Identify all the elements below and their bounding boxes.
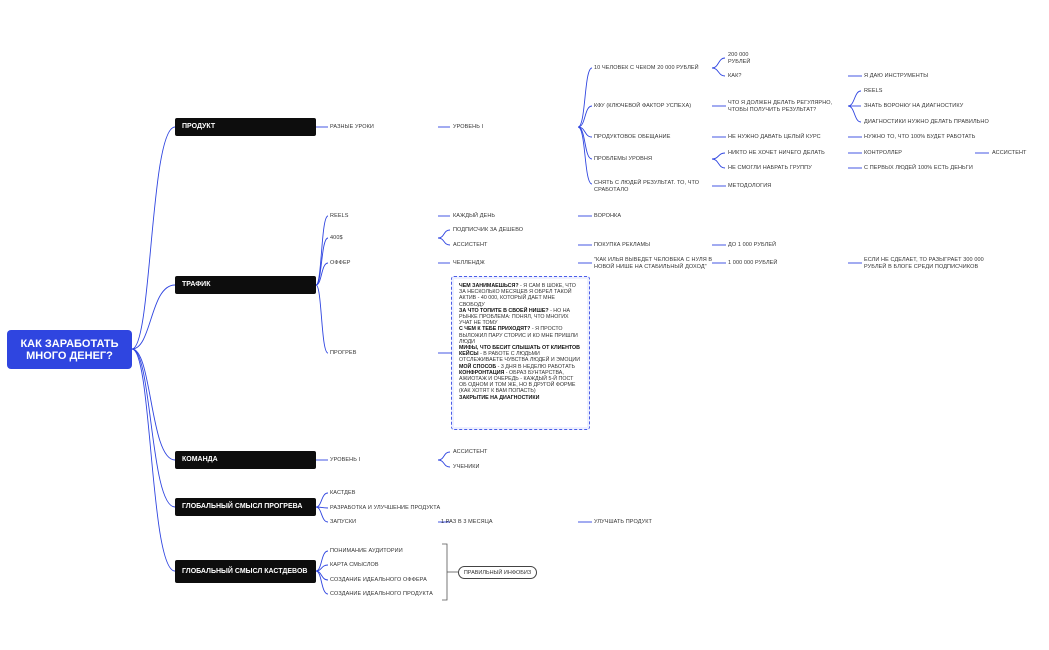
node-chto-regulyarno[interactable]: ЧТО Я ДОЛЖЕН ДЕЛАТЬ РЕГУЛЯРНО, ЧТОБЫ ПОЛУЧИТЬ РЕЗУЛЬТАТ? [728,100,833,113]
node-diag-pravilno[interactable]: ДИАГНОСТИКИ НУЖНО ДЕЛАТЬ ПРАВИЛЬНО [864,119,989,125]
branch-traffic[interactable]: ТРАФИК [175,276,316,294]
node-problemy[interactable]: ПРОБЛЕМЫ УРОВНЯ [594,156,653,162]
node-kfu[interactable]: КФУ (КЛЮЧЕВОЙ ФАКТОР УСПЕХА) [594,103,692,109]
node-assistent-team[interactable]: АССИСТЕНТ [453,449,488,455]
node-1-raz-v-3[interactable]: 1 РАЗ В 3 МЕСЯЦА [441,519,493,525]
note-text: - ОБРАЗ БУНТАРСТВА, АЖИОТАЖ И ОЧЕРЕДЬ - КАЖДЫЙ 5-Й ПОСТ ОБ ОДНОМ И ТОМ ЖЕ, НО В ДРУГОЙ ФОРМЕ (КАК ХОТЯТ К ВАМ ПОПАСТЬ) [459,369,576,395]
node-assistent-traffic[interactable]: АССИСТЕНТ [453,242,488,248]
node-uroven-1[interactable]: УРОВЕНЬ I [453,124,484,130]
node-ne-smogli[interactable]: НЕ СМОГЛИ НАБРАТЬ ГРУППУ [728,165,812,171]
node-do-1000[interactable]: ДО 1 000 РУБЛЕЙ [728,242,777,248]
node-nuzhno-to[interactable]: НУЖНО ТО, ЧТО 100% БУДЕТ РАБОТАТЬ [864,134,976,140]
branch-global-kastdev[interactable]: ГЛОБАЛЬНЫЙ СМЫСЛ КАСТДЕВОВ [175,560,316,583]
node-snyat-rezultat[interactable]: СНЯТЬ С ЛЮДЕЙ РЕЗУЛЬТАТ. ТО, ЧТО СРАБОТАЛО [594,180,700,193]
note-bold: ЗАКРЫТИЕ НА ДИАГНОСТИКИ [459,394,540,401]
node-prod-obeshchanie[interactable]: ПРОДУКТОВОЕ ОБЕЩАНИЕ [594,134,671,140]
node-kak[interactable]: КАК? [728,73,742,79]
branch-global-progrev[interactable]: ГЛОБАЛЬНЫЙ СМЫСЛ ПРОГРЕВА [175,498,316,516]
note-bold: МИФЫ, ЧТО БЕСИТ СЛЫШАТЬ ОТ КЛИЕНТОВ [459,345,580,352]
branch-product[interactable]: ПРОДУКТ [175,118,316,136]
note-bold: С ЧЕМ К ТЕБЕ ПРИХОДЯТ? [459,326,531,333]
note-bold: КЕЙСЫ [459,351,479,358]
node-razrabotka[interactable]: РАЗРАБОТКА И УЛУЧШЕНИЕ ПРОДУКТА [330,505,441,511]
node-reels-kfu[interactable]: REELS [864,88,883,94]
node-1000000[interactable]: 1 000 000 РУБЛЕЙ [728,260,778,266]
node-pokupka[interactable]: ПОКУПКА РЕКЛАМЫ [594,242,651,248]
node-karta[interactable]: КАРТА СМЫСЛОВ [330,562,379,568]
note-text: - НО НА РЫНКЕ ПРОБЛЕМА: ПОНЯЛ, ЧТО МНОГИХ УЧАТ НЕ ТОМУ [459,307,571,327]
node-chellendzh[interactable]: ЧЕЛЛЕНДЖ [453,260,485,266]
node-esli-ne-sdelaet[interactable]: ЕСЛИ НЕ СДЕЛАЕТ, ТО РАЗЫГРАЕТ 300 000 РУБЛЕЙ В БЛОГЕ СРЕДИ ПОДПИСЧИКОВ [864,257,984,270]
node-kastdev[interactable]: КАСТДЕВ [330,490,356,496]
node-raznye-uroki[interactable]: РАЗНЫЕ УРОКИ [330,124,374,130]
node-offer-traffic[interactable]: ОФФЕР [330,260,351,266]
node-progrev[interactable]: ПРОГРЕВ [330,350,357,356]
note-line [459,326,582,345]
note-line [459,351,582,363]
node-voronka-diag[interactable]: ЗНАТЬ ВОРОНКУ НА ДИАГНОСТИКУ [864,103,964,109]
note-line [459,308,582,327]
note-bold: МОЙ СПОСОБ [459,363,497,370]
node-kazhdy-den[interactable]: КАЖДЫЙ ДЕНЬ [453,213,496,219]
note-text: - Я ПРОСТО ВЫЛОЖИЛ ПАРУ СТОРИС И КО МНЕ ПРИШЛИ ЛЮДИ [459,326,578,345]
progrev-notes-box[interactable] [451,276,590,430]
root-node[interactable]: КАК ЗАРАБОТАТЬ МНОГО ДЕНЕГ? [7,330,132,369]
node-200000[interactable]: 200 000 РУБЛЕЙ [728,52,751,65]
node-instrumenty[interactable]: Я ДАЮ ИНСТРУМЕНТЫ [864,73,929,79]
note-line [459,370,582,395]
node-uluchshat[interactable]: УЛУЧШАТЬ ПРОДУКТ [594,519,652,525]
node-zapuski[interactable]: ЗАПУСКИ [330,519,357,525]
note-text: - В РАБОТЕ С ЛЮДЬМИ ОТСЛЕЖИВАЕТЕ ЧУВСТВА ЛЮДЕЙ И ЭМОЦИИ [459,351,581,364]
node-uroven-1-team[interactable]: УРОВЕНЬ I [330,457,361,463]
node-10-chelovek[interactable]: 10 ЧЕЛОВЕК С ЧЕКОМ 20 000 РУБЛЕЙ [594,65,699,71]
node-kontroller[interactable]: КОНТРОЛЛЕР [864,150,903,156]
node-kak-ilya[interactable]: "КАК ИЛЬЯ ВЫВЕДЕТ ЧЕЛОВЕКА С НУЛЯ В НОВОЙ НИШЕ НА СТАБИЛЬНЫЙ ДОХОД" [594,257,713,270]
progrev-notes-content [454,279,587,427]
note-line [459,283,582,308]
note-text: - Я САМ В ШОКЕ, ЧТО ЗА НЕСКОЛЬКО МЕСЯЦЕВ Я ОБРЕЛ ТАКОЙ АКТИВ - 40 000, КОТОРЫЙ ДАЕТ МНЕ СВОБОДУ [459,283,576,308]
node-ne-davat[interactable]: НЕ НУЖНО ДАВАТЬ ЦЕЛЫЙ КУРС [728,134,821,140]
node-metodologiya[interactable]: МЕТОДОЛОГИЯ [728,183,772,189]
node-podpischik[interactable]: ПОДПИСЧИК ЗА ДЕШЕВО [453,227,524,233]
node-assistent-product[interactable]: АССИСТЕНТ [992,150,1027,156]
note-text: - 3 ДНЯ В НЕДЕЛЮ РАБОТАТЬ [496,363,575,370]
node-pravilny-infobiz[interactable]: ПРАВИЛЬНЫЙ ИНФОБИЗ [458,566,537,579]
node-sozdanie-offer[interactable]: СОЗДАНИЕ ИДЕАЛЬНОГО ОФФЕРА [330,577,427,583]
note-bold: КОНФРОНТАЦИЯ [459,369,505,376]
node-nikto[interactable]: НИКТО НЕ ХОЧЕТ НИЧЕГО ДЕЛАТЬ [728,150,825,156]
node-reels-traffic[interactable]: REELS [330,213,349,219]
node-s-pervyh[interactable]: С ПЕРВЫХ ЛЮДЕЙ 100% ЕСТЬ ДЕНЬГИ [864,165,973,171]
note-bold: ЗА ЧТО ТОПИТЕ В СВОЕЙ НИШЕ? [459,307,549,314]
node-sozdanie-produkt[interactable]: СОЗДАНИЕ ИДЕАЛЬНОГО ПРОДУКТА [330,591,433,597]
node-ponimanie[interactable]: ПОНИМАНИЕ АУДИТОРИИ [330,548,403,554]
node-ucheniki[interactable]: УЧЕНИКИ [453,464,480,470]
node-voronka[interactable]: ВОРОНКА [594,213,622,219]
node-400[interactable]: 400$ [330,235,343,241]
branch-team[interactable]: КОМАНДА [175,451,316,469]
note-line [459,395,582,401]
note-bold: ЧЕМ ЗАНИМАЕШЬСЯ? [459,283,519,289]
